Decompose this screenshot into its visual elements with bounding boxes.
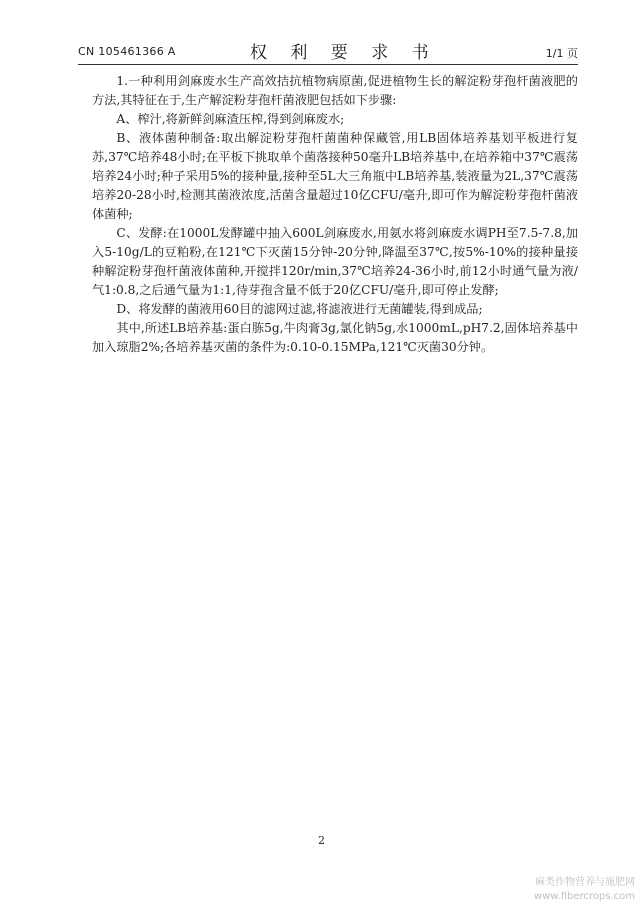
step-b-paragraph: B、液体菌种制备:取出解淀粉芽孢杆菌菌种保藏管,用LB固体培养基划平板进行复苏,37℃培养48小时;在平板下挑取单个菌落接种50毫升LB培养基中,在培养箱中37℃震荡培养24小时;种子采用5%的接种量,接种至5L大三角瓶中LB培养基,装液量为2L,37℃震荡培养20-28小时,检测其菌液浓度,活菌含量超过10亿CFU/毫升,即可作为解淀粉芽孢杆菌液体菌种; (92, 131, 578, 221)
step-a-paragraph: A、榨汁,将新鲜剑麻渣压榨,得到剑麻废水; (116, 112, 345, 126)
step-c-paragraph: C、发酵:在1000L发酵罐中抽入600L剑麻废水,用氨水将剑麻废水调PH至7.5-7.8,加入5-10g/L的豆粕粉,在121℃下灭菌15分钟-20分钟,降温至37℃,按5%-10%的接种量接种解淀粉芽孢杆菌液体菌种,开搅拌120r/min,37℃培养24-36小时,前12小时通气量为液/气1:0.8,之后通气量为1:1,待芽孢含量不低于20亿CFU/毫升,即可停止发酵; (92, 226, 578, 297)
claim-1-intro: 1.一种利用剑麻废水生产高效拮抗植物病原菌,促进植物生长的解淀粉芽孢杆菌液肥的方法,其特征在于,生产解淀粉芽孢杆菌液肥包括如下步骤: (92, 74, 578, 107)
page-number: 2 (318, 834, 325, 847)
claims-body (92, 72, 578, 357)
page-header (78, 38, 578, 62)
page-count: 1/1 页 (545, 47, 578, 60)
watermark-site-name: 麻类作物营养与施肥网 (535, 877, 635, 888)
site-watermark (534, 876, 635, 904)
document-title: 权 利 要 求 书 (250, 43, 438, 63)
watermark-url: www.fibercrops.com (533, 891, 635, 902)
document-number: CN 105461366 A (78, 45, 176, 58)
step-d-paragraph: D、将发酵的菌液用60目的滤网过滤,将滤液进行无菌罐装,得到成品; (116, 302, 483, 316)
header-divider (78, 64, 578, 65)
lb-medium-note: 其中,所述LB培养基:蛋白胨5g,牛肉膏3g,氯化钠5g,水1000mL,pH7.2,固体培养基中加入琼脂2%;各培养基灭菌的条件为:0.10-0.15MPa,121℃灭菌30分钟。 (92, 321, 578, 354)
